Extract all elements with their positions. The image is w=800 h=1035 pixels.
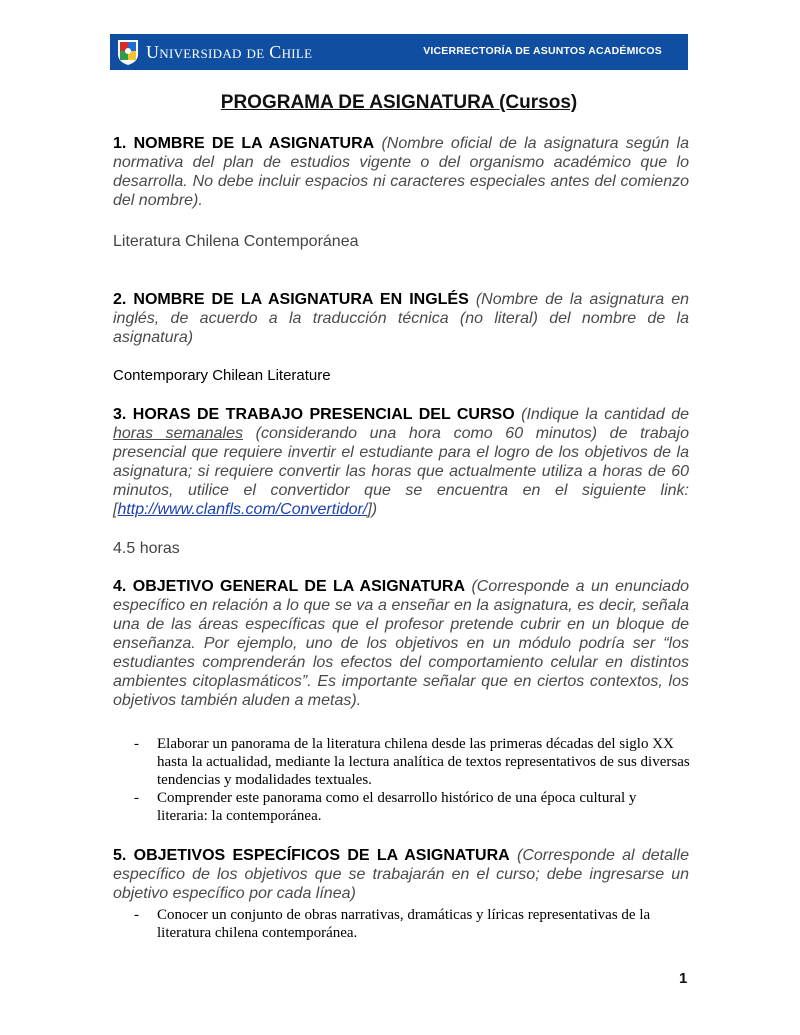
course-name-english-value: Contemporary Chilean Literature (113, 367, 331, 384)
list-item (130, 789, 690, 825)
section-4-hint: (Corresponde a un enunciado específico en relación a lo que se va a enseñar en la asignatura, es decir, señala una de las áreas específicas que el profesor pretende cubrir en un bloque de enseñanza. Por ejemplo, uno de los objetivos en un módulo podría ser “los estudiantes comprenderán los efectos del comportamiento celular en distintos ambientes citoplasmáticos”. Es importante señalar que en ciertos contextos, los objetivos también aluden a metas). (113, 578, 689, 709)
bullet-dash: - (134, 907, 139, 923)
section-3-heading: 3. HORAS DE TRABAJO PRESENCIAL DEL CURSO (113, 406, 515, 423)
section-5-heading: 5. OBJETIVOS ESPECÍFICOS DE LA ASIGNATURA (113, 847, 510, 864)
section-3-hint-underlined: horas semanales (113, 425, 244, 442)
section-3 (113, 405, 689, 519)
section-2-heading: 2. NOMBRE DE LA ASIGNATURA EN INGLÉS (113, 291, 469, 308)
section-4-heading: 4. OBJETIVO GENERAL DE LA ASIGNATURA (113, 578, 466, 595)
course-name-value: Literatura Chilena Contemporánea (113, 233, 359, 250)
section-1-heading: 1. NOMBRE DE LA ASIGNATURA (113, 135, 375, 152)
section-3-hint-a: (Indique la cantidad de (521, 406, 690, 423)
page-number: 1 (679, 970, 688, 987)
section-4 (113, 577, 689, 710)
section-3-hint-b: (considerando una hora como 60 minutos) de trabajo presencial que requiere invertir el estudiante para el logro de los objetivos de la asignatura; si requiere convertir las horas que actualmente utiliza a horas de 60 minutos, utilice el convertidor que se encuentra en el siguiente link: [ (113, 425, 689, 518)
section-1 (113, 134, 689, 210)
list-item (130, 906, 690, 942)
weekly-hours-value: 4.5 horas (113, 540, 180, 557)
list-item-text: Conocer un conjunto de obras narrativas, dramáticas y líricas representativas de la literatura chilena contemporánea. (157, 907, 651, 941)
university-crest-icon (116, 38, 140, 66)
institution-header (110, 34, 688, 70)
section-2-hint: (Nombre de la asignatura en inglés, de acuerdo a la traducción técnica (no literal) del nombre de la asignatura) (113, 291, 689, 346)
general-objectives-list (130, 735, 690, 825)
bullet-dash: - (134, 736, 139, 752)
section-3-hint-c: ]) (367, 501, 378, 518)
specific-objectives-list (130, 906, 690, 942)
office-name: VICERRECTORÍA DE ASUNTOS ACADÉMICOS (423, 45, 662, 57)
section-1-hint: (Nombre oficial de la asignatura según la normativa del plan de estudios vigente o del organismo académico que lo desarrolla. No debe incluir espacios ni caracteres especiales antes del comienzo del nombre). (113, 135, 690, 209)
page-title: PROGRAMA DE ASIGNATURA (Cursos) (220, 92, 578, 113)
list-item-text: Elaborar un panorama de la literatura chilena desde las primeras décadas del siglo XX hasta la actualidad, mediante la lectura analítica de textos representativos de sus diversas tendencias y modalidades textuales. (157, 736, 690, 788)
section-5 (113, 846, 689, 903)
converter-link[interactable]: http://www.clanfls.com/Convertidor/ (117, 501, 368, 518)
section-5-hint: (Corresponde al detalle específico de los objetivos que se trabajarán en el curso; debe ingresarse un objetivo específico por cada línea) (113, 847, 689, 902)
list-item-text: Comprender este panorama como el desarrollo histórico de una época cultural y literaria: la contemporánea. (157, 790, 637, 824)
list-item (130, 735, 690, 789)
bullet-dash: - (134, 790, 139, 806)
section-2 (113, 290, 689, 347)
university-name: Universidad de Chile (146, 42, 313, 62)
